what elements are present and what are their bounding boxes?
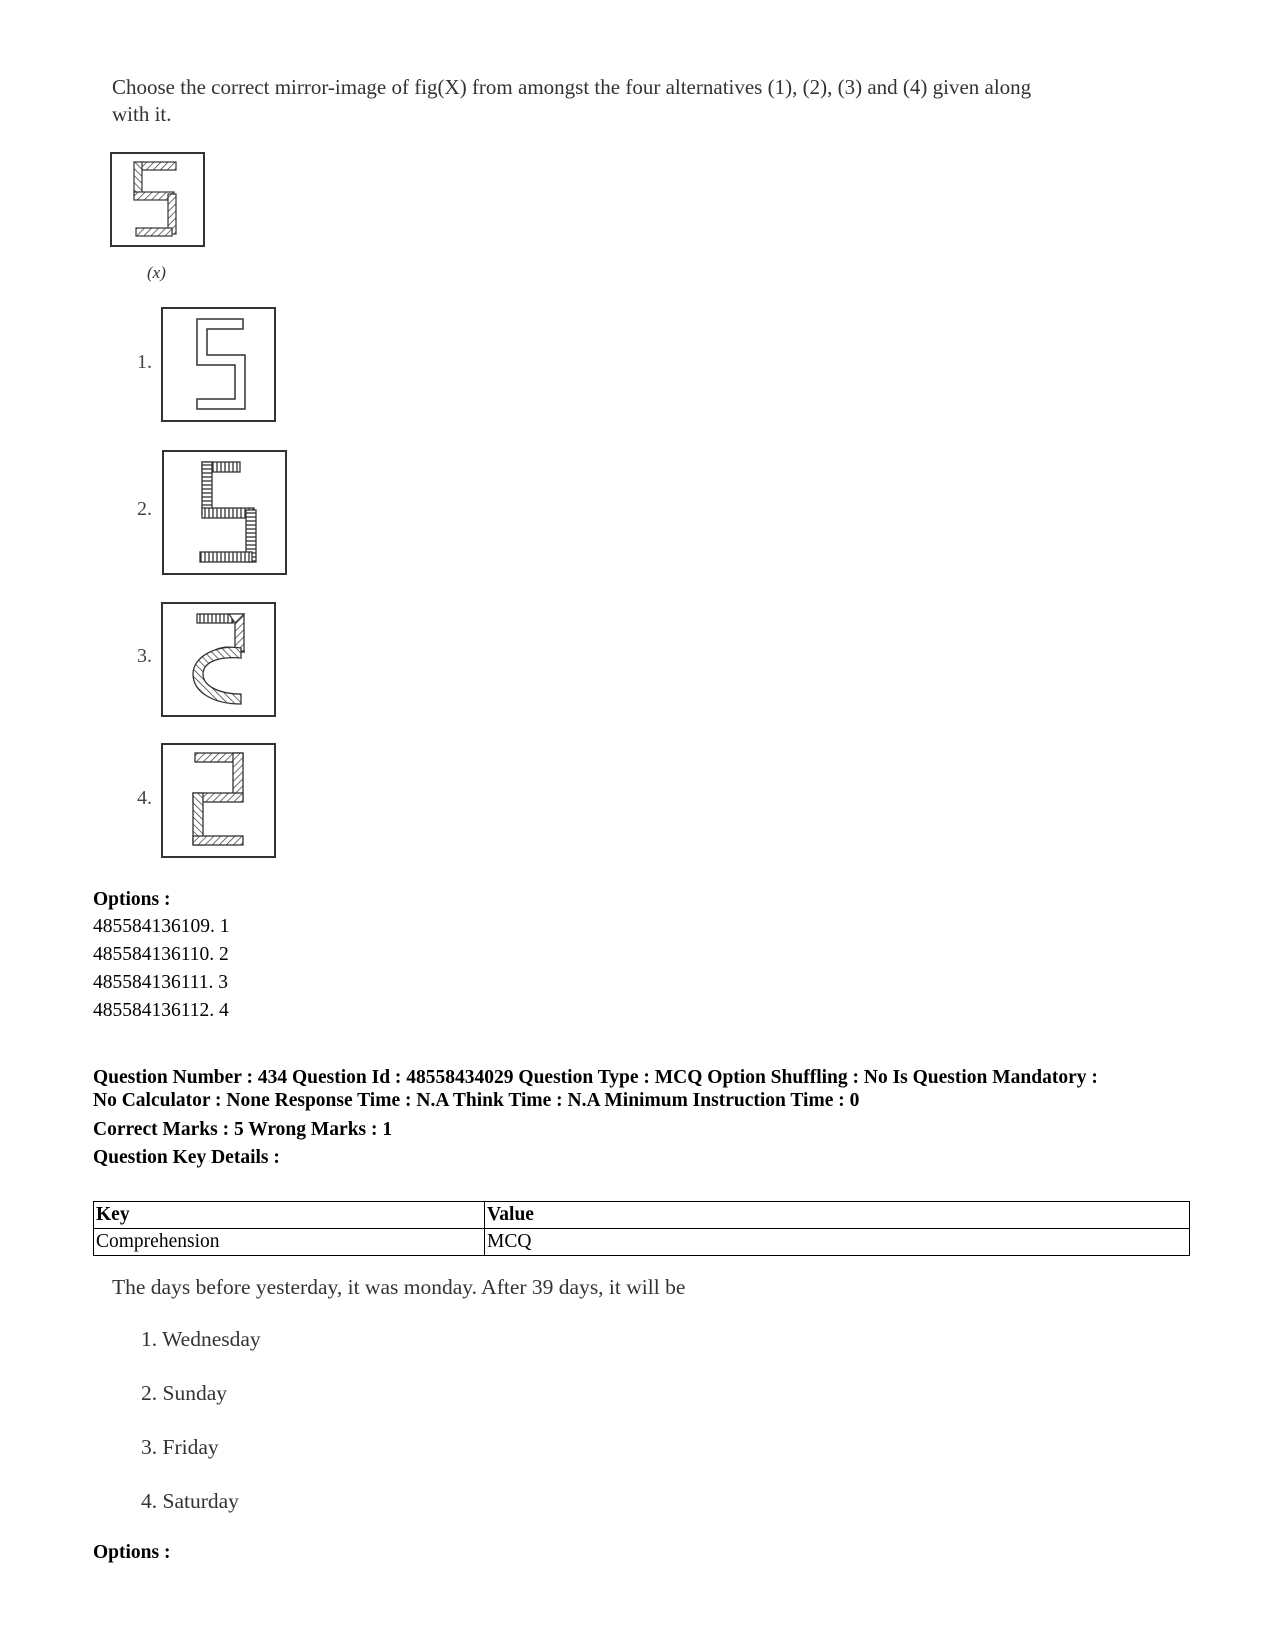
alternative-4-figure [161,743,276,858]
question-meta-line-2: No Calculator : None Response Time : N.A Think Time : N.A Minimum Instruction Time : 0 [93,1090,860,1111]
question-meta-line-1: Question Number : 434 Question Id : 48558434029 Question Type : MCQ Option Shuffling : No Is Question Mandatory : [93,1067,1098,1088]
alternative-1-number: 1. [137,351,152,373]
alternative-3-number: 3. [137,645,152,667]
question-2-choice: 4. Saturday [141,1489,239,1513]
alternative-3-figure [161,602,276,717]
options-heading-2: Options : [93,1542,171,1563]
question-2-stem: The days before yesterday, it was monday. After 39 days, it will be [112,1275,686,1299]
figure-x [110,152,205,247]
table-cell-key: Comprehension [94,1229,485,1256]
option-item: 485584136110. 2 [93,944,229,965]
table-row [94,1229,1190,1256]
alternative-2-figure [162,450,287,575]
question-2-choice: 2. Sunday [141,1381,227,1405]
table-header-key: Key [94,1202,485,1229]
table-cell-value: MCQ [485,1229,1190,1256]
question-stem-line-2: with it. [112,102,172,126]
table-header-row [94,1202,1190,1229]
alternative-1-figure [161,307,276,422]
alternative-2-number: 2. [137,498,152,520]
options-heading: Options : [93,889,171,910]
question-2-choice: 3. Friday [141,1435,219,1459]
figure-x-caption: (x) [147,263,166,282]
option-item: 485584136109. 1 [93,916,230,937]
question-key-table [93,1201,1190,1256]
question-marks: Correct Marks : 5 Wrong Marks : 1 [93,1119,393,1140]
option-item: 485584136111. 3 [93,972,229,993]
alternative-4-number: 4. [137,787,152,809]
question-2-choice: 1. Wednesday [141,1327,261,1351]
table-header-value: Value [485,1202,1190,1229]
question-key-details-heading: Question Key Details : [93,1147,280,1168]
option-item: 485584136112. 4 [93,1000,229,1021]
question-stem-line-1: Choose the correct mirror-image of fig(X) from amongst the four alternatives (1), (2), (3) and (4) given along [112,75,1032,99]
